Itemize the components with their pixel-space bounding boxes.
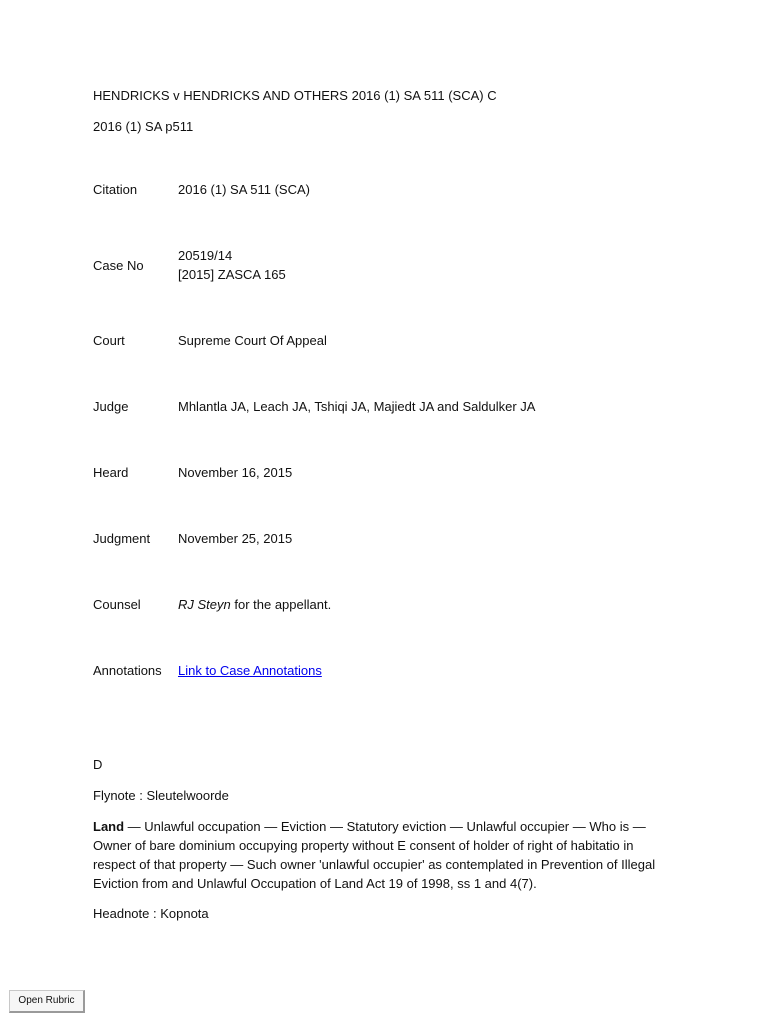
headnote-heading: Headnote : Kopnota	[93, 906, 209, 921]
counsel-name: RJ Steyn	[178, 597, 231, 612]
flynote-text: — Unlawful occupation — Eviction — Statutory eviction — Unlawful occupier — Who is — Owner of bare dominium occupying property without E consent of holder of right of habitatio in respect of that property — Such owner 'unlawful occupier' as contemplated in Prevention of Illegal Eviction from and Unlawful Occupation of Land Act 19 of 1998, ss 1 and 4(7).	[93, 819, 656, 891]
counsel-role: for the appellant.	[230, 597, 332, 612]
document-title: HENDRICKS v HENDRICKS AND OTHERS 2016 (1) SA 511 (SCA) C	[93, 88, 497, 103]
annotations-label: Annotations	[93, 663, 162, 678]
judgment-value: November 25, 2015	[178, 531, 293, 546]
case-no-value-2: [2015] ZASCA 165	[178, 267, 286, 282]
heard-label: Heard	[93, 465, 129, 480]
judgment-label: Judgment	[93, 531, 151, 546]
flynote-heading: Flynote : Sleutelwoorde	[93, 788, 229, 803]
case-no-value-1: 20519/14	[178, 248, 233, 263]
flynote-subject: Land	[93, 819, 125, 834]
page-reference: 2016 (1) SA p511	[93, 119, 194, 134]
open-rubric-button[interactable]: Open Rubric	[9, 990, 85, 1013]
heard-value: November 16, 2015	[178, 465, 293, 480]
court-value: Supreme Court Of Appeal	[178, 333, 327, 348]
case-no-label: Case No	[93, 258, 144, 273]
citation-value: 2016 (1) SA 511 (SCA)	[178, 182, 310, 197]
counsel-value	[178, 595, 331, 614]
judge-value: Mhlantla JA, Leach JA, Tshiqi JA, Majiedt JA and Saldulker JA	[178, 399, 536, 414]
case-annotations-link[interactable]: Link to Case Annotations	[178, 663, 322, 678]
meta-row-case-no	[93, 246, 673, 286]
margin-marker: D	[93, 757, 103, 772]
flynote-paragraph	[93, 817, 673, 893]
counsel-label: Counsel	[93, 597, 141, 612]
citation-label: Citation	[93, 182, 138, 197]
judge-label: Judge	[93, 399, 129, 414]
court-label: Court	[93, 333, 125, 348]
